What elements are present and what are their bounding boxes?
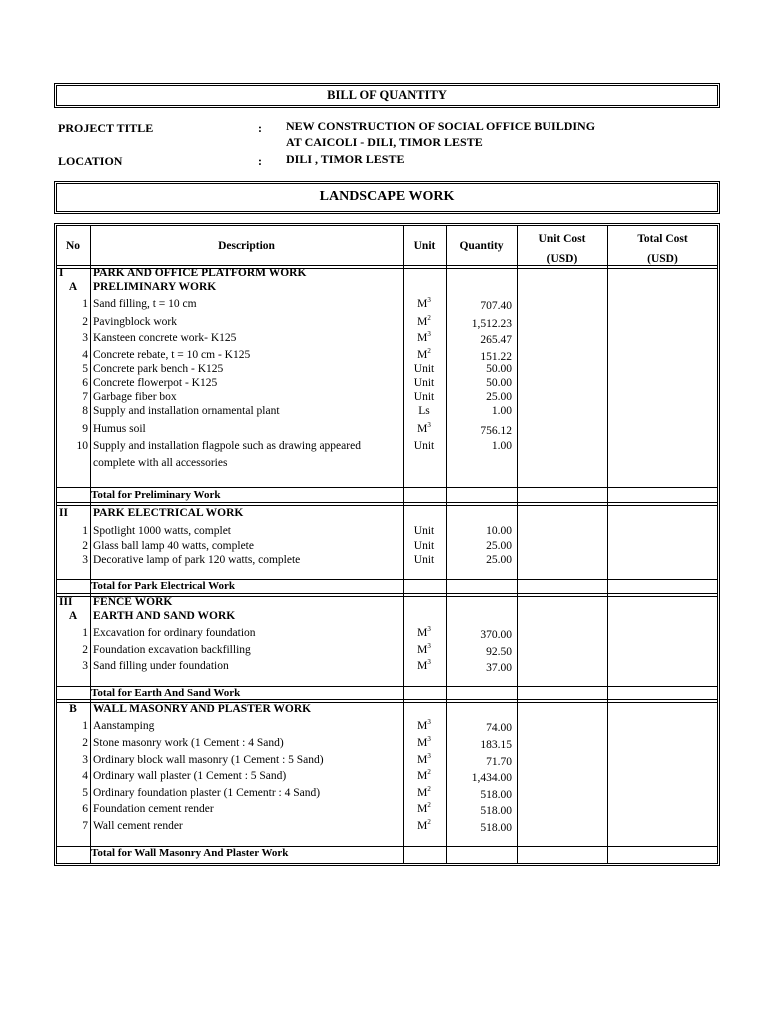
- unit-exponent: 3: [427, 718, 431, 727]
- item-description: Humus soil: [93, 423, 146, 435]
- item-description: Sand filling under foundation: [93, 660, 229, 672]
- item-number: 3: [82, 332, 88, 344]
- section-number: III: [59, 596, 73, 608]
- total-row-label: Total for Park Electrical Work: [91, 580, 236, 592]
- item-quantity: 1.00: [491, 405, 512, 417]
- header-total-cost-currency: (USD): [647, 253, 678, 265]
- item-description: Wall cement render: [93, 820, 183, 832]
- item-quantity: 1.00: [491, 440, 512, 452]
- item-number: 8: [82, 405, 88, 417]
- item-unit: [394, 348, 454, 362]
- item-quantity: 756.12: [480, 425, 512, 437]
- unit-exponent: 3: [427, 735, 431, 744]
- item-unit: [394, 362, 454, 376]
- project-title-colon: :: [258, 121, 262, 135]
- total-row-label: Total for Preliminary Work: [91, 489, 221, 501]
- col-divider-unitcost: [607, 225, 608, 864]
- item-description: Concrete park bench - K125: [93, 363, 224, 375]
- item-unit: [394, 659, 454, 673]
- unit-symbol: M: [417, 737, 428, 749]
- section-title: LANDSCAPE WORK: [56, 183, 718, 212]
- unit-exponent: 2: [427, 818, 431, 827]
- item-description: Ordinary block wall masonry (1 Cement : 5 Sand): [93, 754, 324, 766]
- unit-symbol: M: [417, 332, 428, 344]
- item-description: Garbage fiber box: [93, 391, 177, 403]
- item-number: 3: [82, 660, 88, 672]
- item-description: Excavation for ordinary foundation: [93, 627, 256, 639]
- location-value: DILI , TIMOR LESTE: [286, 152, 405, 166]
- item-number: 5: [82, 363, 88, 375]
- section-number: II: [59, 507, 68, 519]
- item-unit: [394, 769, 454, 783]
- item-unit: [394, 819, 454, 833]
- item-number: 1: [82, 525, 88, 537]
- item-unit: [394, 719, 454, 733]
- unit-exponent: 3: [427, 296, 431, 305]
- item-quantity: 25.00: [486, 391, 512, 403]
- item-quantity: 707.40: [480, 300, 512, 312]
- item-unit: [394, 539, 454, 553]
- item-description: Supply and installation ornamental plant: [93, 405, 280, 417]
- item-description: Concrete rebate, t = 10 cm - K125: [93, 349, 251, 361]
- item-unit: [394, 753, 454, 767]
- item-number: 6: [82, 803, 88, 815]
- item-description: Stone masonry work (1 Cement : 4 Sand): [93, 737, 284, 749]
- item-unit: [394, 390, 454, 404]
- item-description: Ordinary wall plaster (1 Cement : 5 Sand): [93, 770, 287, 782]
- item-description: Concrete flowerpot - K125: [93, 377, 218, 389]
- unit-symbol: Unit: [413, 540, 435, 552]
- item-description: Foundation cement render: [93, 803, 214, 815]
- item-quantity: 518.00: [480, 822, 512, 834]
- unit-symbol: M: [417, 803, 428, 815]
- unit-symbol: Ls: [418, 405, 430, 417]
- unit-exponent: 2: [427, 785, 431, 794]
- item-unit: [394, 315, 454, 329]
- subsection-letter: A: [68, 281, 78, 293]
- location-colon: :: [258, 154, 262, 168]
- item-quantity: 50.00: [486, 377, 512, 389]
- item-number: 9: [82, 423, 88, 435]
- item-number: 2: [82, 540, 88, 552]
- item-quantity: 50.00: [486, 363, 512, 375]
- item-unit: [394, 786, 454, 800]
- item-description: Kansteen concrete work- K125: [93, 332, 237, 344]
- unit-exponent: 2: [427, 801, 431, 810]
- item-description: Decorative lamp of park 120 watts, complete: [93, 554, 301, 566]
- header-quantity: Quantity: [459, 240, 504, 252]
- header-unit: Unit: [413, 240, 436, 252]
- item-unit: [394, 736, 454, 750]
- header-description: Description: [218, 240, 275, 252]
- subsection-letter: B: [69, 703, 77, 715]
- item-description: Sand filling, t = 10 cm: [93, 298, 197, 310]
- unit-exponent: 2: [427, 347, 431, 356]
- unit-symbol: M: [417, 627, 428, 639]
- unit-symbol: M: [417, 720, 428, 732]
- section-heading: FENCE WORK: [93, 596, 173, 608]
- item-number: 4: [82, 770, 88, 782]
- header-no: No: [65, 240, 81, 252]
- item-quantity: 265.47: [480, 334, 512, 346]
- unit-exponent: 3: [427, 752, 431, 761]
- unit-symbol: M: [417, 754, 428, 766]
- item-quantity: 25.00: [486, 540, 512, 552]
- item-number: 4: [82, 349, 88, 361]
- item-quantity: 151.22: [480, 351, 512, 363]
- section-number: I: [59, 267, 64, 279]
- item-unit: [394, 422, 454, 436]
- unit-symbol: Unit: [413, 391, 435, 403]
- item-unit: [394, 524, 454, 538]
- item-number: 3: [82, 754, 88, 766]
- unit-symbol: M: [417, 423, 428, 435]
- item-unit: [394, 626, 454, 640]
- item-quantity: 10.00: [486, 525, 512, 537]
- col-divider-qty: [517, 225, 518, 864]
- unit-exponent: 3: [427, 421, 431, 430]
- project-title-line1: NEW CONSTRUCTION OF SOCIAL OFFICE BUILDING: [286, 119, 596, 133]
- item-description: Aanstamping: [93, 720, 155, 732]
- item-unit: [394, 331, 454, 345]
- item-quantity: 25.00: [486, 554, 512, 566]
- item-quantity: 518.00: [480, 805, 512, 817]
- item-number: 6: [82, 377, 88, 389]
- item-description: Pavingblock work: [93, 316, 178, 328]
- item-description: Supply and installation flagpole such as drawing appeared: [93, 440, 361, 452]
- subsection-heading: EARTH AND SAND WORK: [93, 610, 236, 622]
- item-quantity: 1,512.23: [471, 318, 512, 330]
- project-title-label: PROJECT TITLE: [58, 121, 154, 135]
- unit-symbol: M: [417, 660, 428, 672]
- item-number: 7: [82, 820, 88, 832]
- item-unit: [394, 439, 454, 453]
- unit-exponent: 3: [427, 658, 431, 667]
- row-divider: [56, 487, 718, 488]
- item-quantity: 1,434.00: [471, 772, 512, 784]
- location-label: LOCATION: [58, 154, 123, 168]
- header-unit-cost: Unit Cost: [538, 233, 586, 245]
- section-heading: PARK ELECTRICAL WORK: [93, 507, 244, 519]
- total-row-label: Total for Earth And Sand Work: [91, 687, 241, 699]
- unit-exponent: 2: [427, 768, 431, 777]
- item-description: Glass ball lamp 40 watts, complete: [93, 540, 254, 552]
- item-quantity: 71.70: [486, 756, 512, 768]
- item-number: 1: [82, 627, 88, 639]
- item-number: 5: [82, 787, 88, 799]
- item-number: 1: [82, 298, 88, 310]
- unit-exponent: 3: [427, 642, 431, 651]
- section-heading: PARK AND OFFICE PLATFORM WORK: [93, 267, 307, 279]
- unit-symbol: M: [417, 787, 428, 799]
- item-number: 3: [82, 554, 88, 566]
- subsection-heading: PRELIMINARY WORK: [93, 281, 217, 293]
- header-total-cost: Total Cost: [637, 233, 688, 245]
- unit-symbol: Unit: [413, 363, 435, 375]
- item-unit: [394, 643, 454, 657]
- unit-symbol: M: [417, 644, 428, 656]
- item-quantity: 92.50: [486, 646, 512, 658]
- item-number: 2: [82, 644, 88, 656]
- unit-exponent: 3: [427, 625, 431, 634]
- unit-symbol: M: [417, 349, 428, 361]
- subsection-heading: WALL MASONRY AND PLASTER WORK: [93, 703, 312, 715]
- item-description: Foundation excavation backfilling: [93, 644, 251, 656]
- unit-symbol: M: [417, 770, 428, 782]
- unit-symbol: Unit: [413, 554, 435, 566]
- item-unit: [394, 404, 454, 418]
- item-description-continued: complete with all accessories: [93, 457, 228, 469]
- item-quantity: 370.00: [480, 629, 512, 641]
- unit-symbol: Unit: [413, 525, 435, 537]
- item-unit: [394, 802, 454, 816]
- item-number: 2: [82, 316, 88, 328]
- unit-symbol: Unit: [413, 440, 435, 452]
- item-quantity: 518.00: [480, 789, 512, 801]
- item-unit: [394, 553, 454, 567]
- item-description: Spotlight 1000 watts, complet: [93, 525, 231, 537]
- unit-symbol: M: [417, 298, 428, 310]
- item-number: 2: [82, 737, 88, 749]
- unit-symbol: M: [417, 316, 428, 328]
- total-row-label: Total for Wall Masonry And Plaster Work: [91, 847, 289, 859]
- item-quantity: 183.15: [480, 739, 512, 751]
- header-unit-cost-currency: (USD): [546, 253, 578, 265]
- document-title: BILL OF QUANTITY: [56, 85, 718, 106]
- item-description: Ordinary foundation plaster (1 Cementr : 4 Sand): [93, 787, 321, 799]
- unit-symbol: M: [417, 820, 428, 832]
- subsection-letter: A: [68, 610, 78, 622]
- item-number: 7: [82, 391, 88, 403]
- item-number: 1: [82, 720, 88, 732]
- unit-exponent: 2: [427, 314, 431, 323]
- item-quantity: 74.00: [486, 722, 512, 734]
- unit-exponent: 3: [427, 330, 431, 339]
- item-number: 10: [76, 440, 88, 452]
- col-divider-no: [90, 225, 91, 864]
- unit-symbol: Unit: [413, 377, 435, 389]
- item-quantity: 37.00: [486, 662, 512, 674]
- item-unit: [394, 376, 454, 390]
- item-unit: [394, 297, 454, 311]
- project-title-line2: AT CAICOLI - DILI, TIMOR LESTE: [286, 135, 483, 149]
